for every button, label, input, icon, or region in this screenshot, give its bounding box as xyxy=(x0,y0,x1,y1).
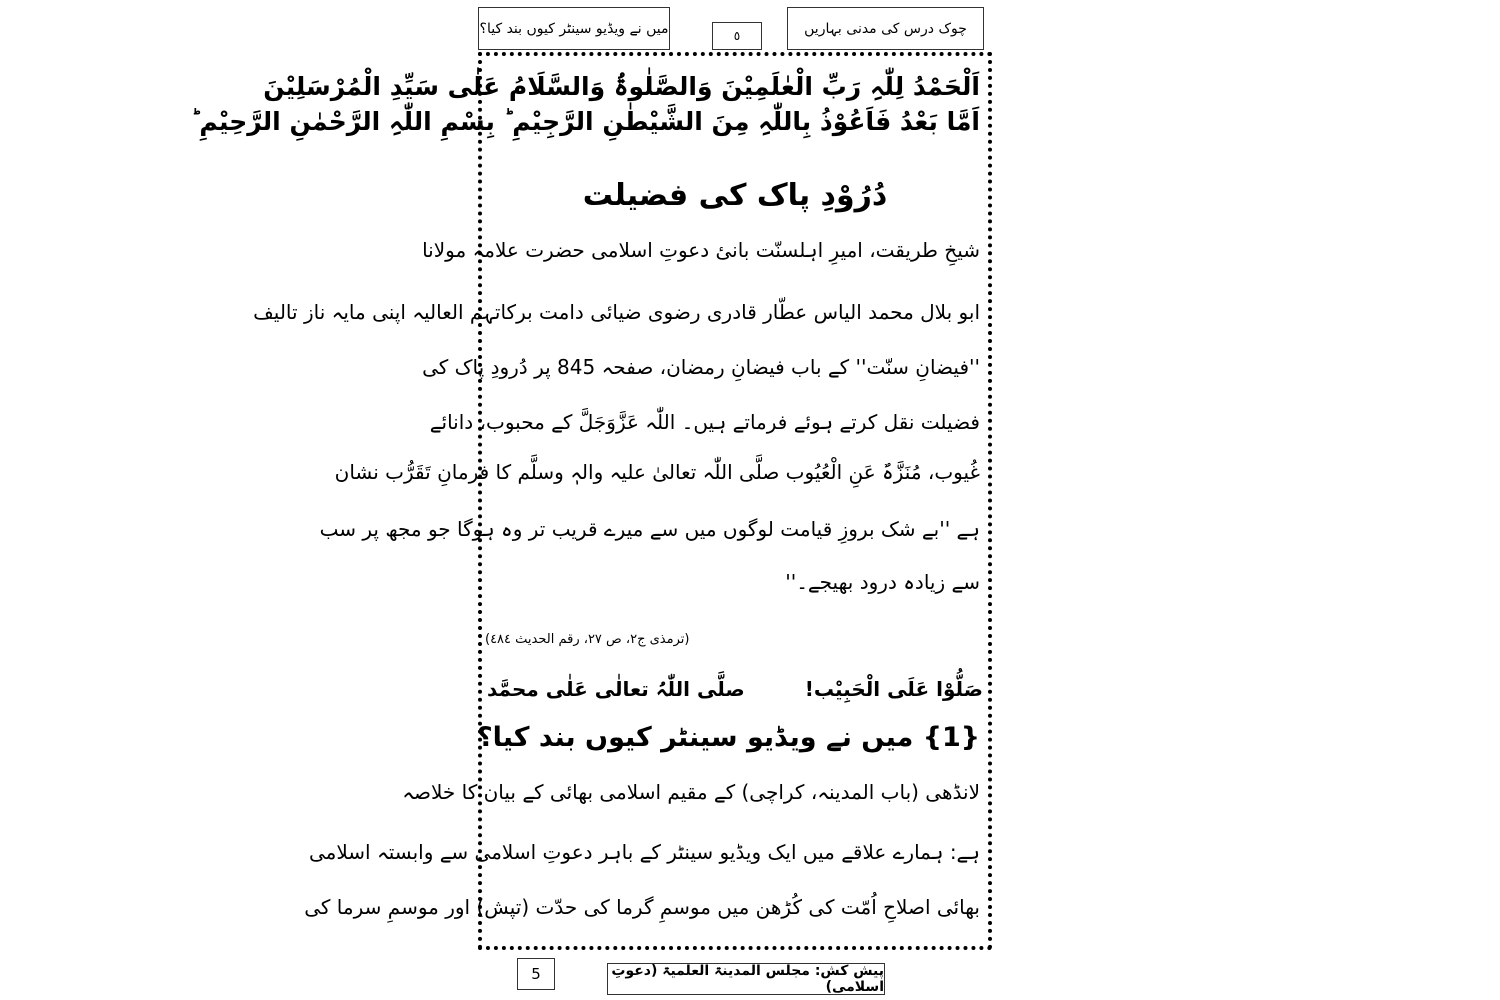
chapter-title-text: میں نے ویڈیو سینٹر کیوں بند کیا؟ xyxy=(479,20,669,37)
story-line: بھائی اصلاحِ اُمّت کی کُڑھن میں موسمِ گرما کی حدّت (تپش) اور موسمِ سرما کی xyxy=(304,895,980,919)
section-title: دُرُوْدِ پاک کی فضیلت xyxy=(582,178,888,213)
salat-line xyxy=(487,677,983,701)
book-title-text: چوک درس کی مدنی بہاریں xyxy=(804,20,967,37)
page-number-urdu: ٥ xyxy=(733,29,741,43)
basmala-line-2: اَمَّا بَعْدُ فَاَعُوْذُ بِاللّٰہِ مِنَ الشَّیْطٰنِ الرَّجِیْمِ ؕ بِسْمِ اللّٰہِ الرَّحْمٰنِ الرَّحِیْمِ ؕ xyxy=(190,107,980,136)
footer-publisher xyxy=(607,963,885,995)
paragraph-line: غُیوب، مُنَزَّہٌ عَنِ الْعُیُوب صلَّی اللّٰہ تعالیٰ علیہ والہٖ وسلَّم کا فرمانِ تَقَرُّب نشان xyxy=(334,460,980,484)
footer-page-number xyxy=(517,958,555,990)
salat-response: صلَّی اللّٰہُ تعالٰی عَلٰی محمَّد xyxy=(487,677,745,701)
paragraph-line: سے زیادہ درود بھیجے۔'' xyxy=(785,570,980,594)
citation: (ترمذی ج۲، ص ۲۷، رقم الحدیث ٤٨٤) xyxy=(485,632,690,647)
basmala-line-1: اَلْحَمْدُ لِلّٰہِ رَبِّ الْعٰلَمِیْنَ وَالصَّلٰوۃُ وَالسَّلَامُ عَلٰی سَیِّدِ الْمُرْسَلِیْنَ xyxy=(263,72,980,101)
paragraph-line: شیخِ طریقت، امیرِ اہلسنّت بانیٔ دعوتِ اسلامی حضرت علامہ مولانا xyxy=(422,238,980,262)
salat-call: صَلُّوْا عَلَی الْحَبِیْب! xyxy=(804,677,983,701)
paragraph-line: ابو بلال محمد الیاس عطّار قادری رضوی ضیائی دامت برکاتہم العالیہ اپنی مایہ ناز تالیف xyxy=(253,300,980,324)
page-number: 5 xyxy=(531,965,541,983)
story-title: {1} میں نے ویڈیو سینٹر کیوں بند کیا؟ xyxy=(476,722,980,753)
header-book-title xyxy=(787,7,984,50)
paragraph-line: ہے ''بے شک بروزِ قیامت لوگوں میں سے میرے قریب تر وہ ہوگا جو مجھ پر سب xyxy=(319,517,980,541)
story-line: ہے: ہمارے علاقے میں ایک ویڈیو سینٹر کے باہر دعوتِ اسلامی سے وابستہ اسلامی xyxy=(308,840,980,864)
header-page-number xyxy=(712,22,762,50)
paragraph-line: ''فیضانِ سنّت'' کے باب فیضانِ رمضان، صفحہ 845 پر دُرودِ پاک کی xyxy=(422,355,980,379)
paragraph-line: فضیلت نقل کرتے ہوئے فرماتے ہیں۔ اللّٰہ عَزَّوَجَلَّ کے محبوب، دانائے xyxy=(429,410,980,434)
header-chapter-title xyxy=(478,7,670,50)
story-line: لانڈھی (باب المدینہ، کراچی) کے مقیم اسلامی بھائی کے بیان کا خلاصہ xyxy=(402,780,980,804)
publisher-text: پیش کش: مجلس المدینۃ العلمیۃ (دعوتِ اسلامی) xyxy=(611,963,884,995)
